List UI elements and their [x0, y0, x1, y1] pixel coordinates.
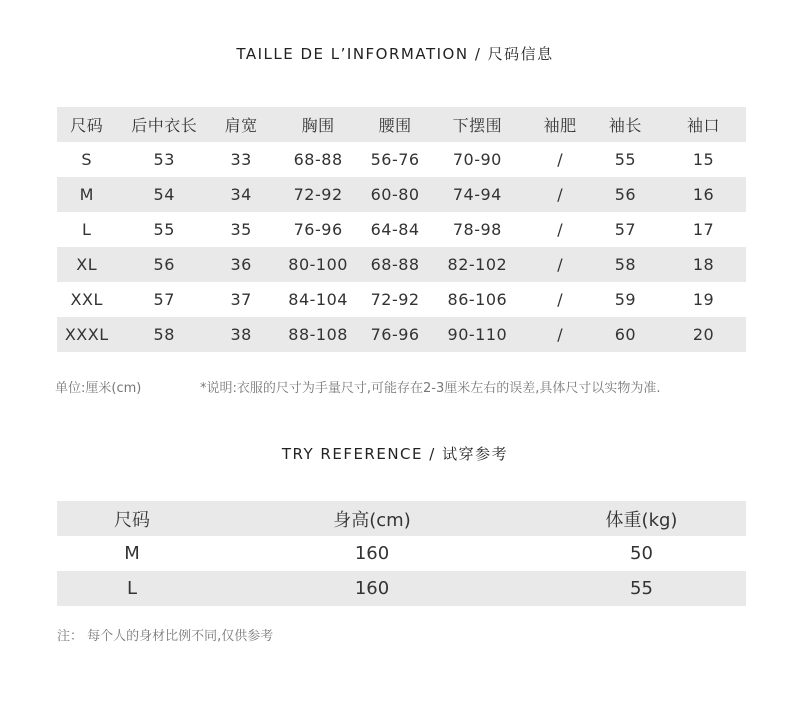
table-cell: 19 [692, 290, 715, 309]
unit-note: 单位:厘米(cm) [55, 381, 142, 396]
table-cell: 53 [153, 150, 175, 169]
table-cell: 20 [692, 325, 715, 344]
table-cell: 72-92 [370, 290, 420, 309]
table-cell: XL [76, 255, 98, 274]
table-cell: 88-108 [288, 325, 348, 344]
table-cell: 38 [230, 325, 252, 344]
table-cell: L [82, 220, 92, 239]
try-reference-note: 注： 每个人的身材比例不同,仅供参考 [57, 629, 274, 644]
table-cell: / [557, 150, 564, 169]
table-cell: 160 [354, 578, 390, 599]
table-cell: 57 [153, 290, 175, 309]
table-row [57, 142, 746, 177]
table-row [57, 247, 746, 282]
table-cell: / [557, 290, 564, 309]
table-cell: 56-76 [370, 150, 420, 169]
column-header: 尺码 [70, 116, 104, 135]
table-cell: / [557, 185, 564, 204]
column-header: 胸围 [301, 116, 335, 135]
table-cell: M [124, 543, 140, 564]
table-cell: 50 [630, 543, 653, 564]
table-cell: 36 [230, 255, 252, 274]
table-cell: 68-88 [370, 255, 420, 274]
table-cell: 55 [630, 578, 653, 599]
table-cell: 60-80 [370, 185, 420, 204]
table-cell: 55 [614, 150, 637, 169]
column-header: 下摆围 [452, 116, 503, 135]
column-header: 身高(cm) [333, 509, 411, 531]
table-cell: 68-88 [293, 150, 343, 169]
table-cell: 54 [153, 185, 175, 204]
table-cell: / [557, 325, 564, 344]
table-cell: 58 [614, 255, 637, 274]
column-header: 尺码 [114, 509, 150, 531]
table-cell: 17 [692, 220, 715, 239]
table-cell: 70-90 [452, 150, 502, 169]
table-cell: 74-94 [452, 185, 502, 204]
table-row [57, 536, 746, 571]
table-cell: 84-104 [288, 290, 348, 309]
table-cell: 57 [614, 220, 637, 239]
column-header: 体重(kg) [605, 509, 678, 531]
size-table [57, 107, 746, 352]
table-cell: XXXL [64, 325, 109, 344]
table-cell: 33 [230, 150, 252, 169]
table-cell: 16 [692, 185, 715, 204]
table-row [57, 212, 746, 247]
table-cell: M [79, 185, 94, 204]
table-cell: 78-98 [452, 220, 502, 239]
header-row [57, 107, 746, 142]
table-cell: 90-110 [447, 325, 508, 344]
table-cell: 56 [614, 185, 637, 204]
table-row [57, 282, 746, 317]
table-cell: 64-84 [370, 220, 420, 239]
table-cell: / [557, 220, 564, 239]
table-cell: / [557, 255, 564, 274]
table-row [57, 317, 746, 352]
table-cell: 37 [230, 290, 252, 309]
table-cell: 59 [614, 290, 637, 309]
measurement-description: *说明:衣服的尺寸为手量尺寸,可能存在2-3厘米左右的误差,具体尺寸以实物为准. [200, 381, 661, 396]
size-info-title: TAILLE DE L’INFORMATION / 尺码信息 [236, 45, 554, 63]
table-row [57, 177, 746, 212]
header-row [57, 501, 746, 536]
column-header: 后中衣长 [131, 116, 198, 135]
table-cell: 56 [153, 255, 175, 274]
table-cell: 18 [692, 255, 715, 274]
table-cell: S [81, 150, 93, 169]
column-header: 腰围 [378, 116, 412, 135]
table-cell: 72-92 [293, 185, 343, 204]
column-header: 袖肥 [543, 116, 577, 135]
try-reference-title: TRY REFERENCE / 试穿参考 [281, 445, 509, 463]
table-cell: 86-106 [447, 290, 508, 309]
table-cell: L [126, 578, 138, 599]
table-cell: 34 [230, 185, 252, 204]
table-cell: 55 [153, 220, 175, 239]
table-cell: 35 [230, 220, 252, 239]
table-cell: 80-100 [288, 255, 348, 274]
table-cell: 58 [153, 325, 175, 344]
table-cell: 82-102 [447, 255, 508, 274]
column-header: 袖口 [686, 116, 720, 135]
table-cell: 76-96 [293, 220, 343, 239]
column-header: 肩宽 [224, 116, 258, 135]
table-cell: 60 [614, 325, 637, 344]
column-header: 袖长 [608, 116, 642, 135]
table-cell: 15 [692, 150, 715, 169]
table-row [57, 571, 746, 606]
table-cell: 76-96 [370, 325, 420, 344]
try-reference-table [57, 501, 746, 606]
table-cell: 160 [354, 543, 390, 564]
table-cell: XXL [70, 290, 103, 309]
